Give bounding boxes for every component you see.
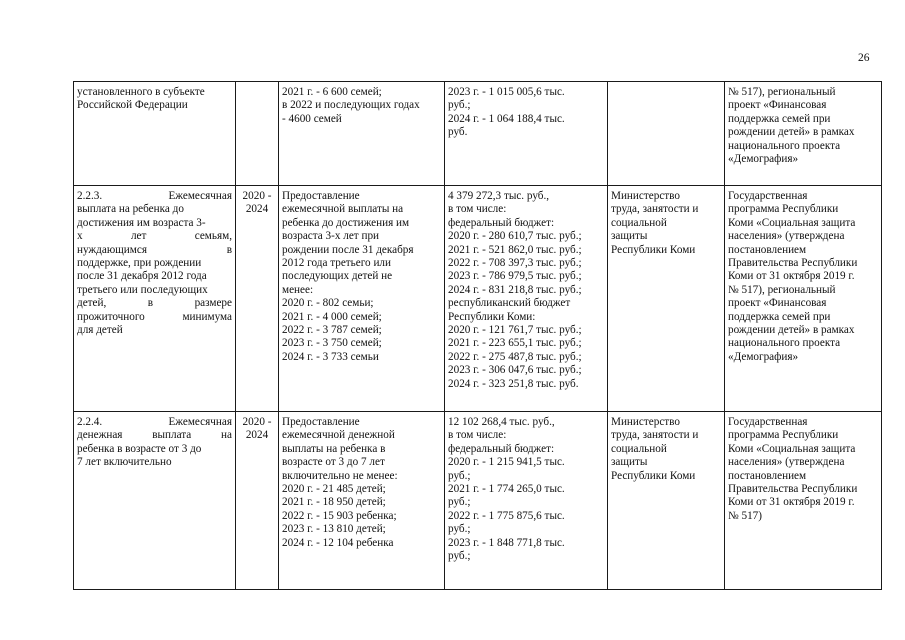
text-line: - 4600 семей — [282, 112, 342, 125]
text-line: национального проекта — [728, 139, 841, 152]
period-cell — [236, 412, 279, 590]
text-line: 2023 г. - 786 979,5 тыс. руб.; — [448, 270, 582, 283]
text-line: 2021 г. - 223 655,1 тыс. руб.; — [448, 337, 582, 350]
text-line: Министерство — [611, 416, 680, 428]
text-line: федеральный бюджет: — [448, 442, 555, 455]
table-row — [74, 82, 882, 186]
text-line: руб.; — [448, 496, 471, 509]
text-line: нуждающимся в — [77, 243, 232, 256]
text-line: 2020 - — [242, 416, 272, 428]
measure-name-cell — [74, 412, 236, 590]
text-line: «Демография» — [728, 153, 799, 166]
text-line: 2022 г. - 1 775 875,6 тыс. — [448, 509, 565, 522]
text-line: социальной — [611, 442, 667, 455]
description-cell — [279, 412, 445, 590]
text-line: руб.; — [448, 469, 471, 482]
text-line: социальной — [611, 216, 667, 229]
text-line: 2020 г. - 21 485 детей; — [282, 483, 386, 496]
text-line: федеральный бюджет: — [448, 216, 555, 229]
text-line: Правительства Республики — [728, 483, 858, 496]
executor-cell — [608, 186, 725, 412]
text-line: населения» (утверждена — [728, 456, 845, 469]
text-line: Предоставление — [282, 416, 360, 428]
text-line: 2012 года третьего или — [282, 257, 392, 270]
text-line: для детей — [77, 324, 123, 337]
text-line: возраста 3-х лет при — [282, 230, 380, 243]
executor-cell — [608, 412, 725, 590]
measure-name-cell — [74, 82, 236, 186]
text-line: республиканский бюджет — [448, 297, 571, 310]
text-line: 2022 г. - 708 397,3 тыс. руб.; — [448, 257, 582, 270]
text-line: Министерство — [611, 190, 680, 202]
text-line: Коми «Социальная защита — [728, 442, 856, 455]
text-line: поддержка семей при — [728, 112, 831, 125]
text-line: 2023 г. - 306 047,6 тыс. руб.; — [448, 364, 582, 377]
funding-cell — [445, 82, 608, 186]
text-line: Республики Коми: — [448, 310, 536, 323]
executor-cell — [608, 82, 725, 186]
text-line: 2024 г. - 1 064 188,4 тыс. — [448, 112, 565, 125]
text-line: 2024 г. - 323 251,8 тыс. руб. — [448, 377, 579, 390]
text-line: в 2022 и последующих годах — [282, 99, 420, 112]
text-line: труда, занятости и — [611, 429, 699, 442]
basis-cell — [725, 82, 882, 186]
text-line: № 517), региональный — [728, 86, 836, 98]
text-line: 2020 г. - 802 семьи; — [282, 297, 374, 310]
text-line: включительно не менее: — [282, 469, 398, 482]
text-line: руб.; — [448, 523, 471, 536]
text-line: 2024 — [245, 203, 269, 216]
text-line: постановлением — [728, 243, 807, 256]
text-line: 2020 - — [242, 190, 272, 202]
text-line: 12 102 268,4 тыс. руб., — [448, 416, 555, 428]
text-line: 2020 г. - 121 761,7 тыс. руб.; — [448, 324, 582, 337]
period-cell — [236, 186, 279, 412]
table-row — [74, 412, 882, 590]
text-line: 2022 г. - 275 487,8 тыс. руб.; — [448, 350, 582, 363]
text-line: третьего или последующих — [77, 283, 208, 296]
text-line: населения» (утверждена — [728, 230, 845, 243]
text-line: 2022 г. - 15 903 ребенка; — [282, 509, 397, 522]
text-line: Коми от 31 октября 2019 г. — [728, 270, 855, 283]
text-line: рождении детей» в рамках — [728, 324, 855, 337]
period-cell — [236, 82, 279, 186]
text-line: руб. — [448, 126, 468, 139]
text-line: Республики Коми — [611, 469, 696, 482]
text-line: ежемесячной денежной — [282, 429, 395, 442]
text-line: 2021 г. - 4 000 семей; — [282, 310, 382, 323]
text-line: установленного в субъекте — [77, 86, 205, 98]
text-line: защиты — [611, 456, 648, 469]
page-number: 26 — [858, 52, 870, 64]
text-line: поддержке, при рождении — [77, 257, 202, 270]
text-line: Предоставление — [282, 190, 360, 202]
text-line: рождении после 31 декабря — [282, 243, 414, 256]
measure-name-cell — [74, 186, 236, 412]
text-line: защиты — [611, 230, 648, 243]
text-line: достижения им возраста 3- — [77, 216, 206, 229]
text-line: Правительства Республики — [728, 257, 858, 270]
description-cell — [279, 186, 445, 412]
text-line: 2023 г. - 3 750 семей; — [282, 337, 382, 350]
text-line: 2024 г. - 3 733 семьи — [282, 350, 379, 363]
basis-cell — [725, 412, 882, 590]
text-line: в том числе: — [448, 429, 507, 442]
text-line: программа Республики — [728, 429, 839, 442]
text-line: 4 379 272,3 тыс. руб., — [448, 190, 550, 202]
program-measures-table — [73, 81, 882, 590]
text-line: выплата на ребенка до — [77, 203, 184, 216]
text-line: постановлением — [728, 469, 807, 482]
text-line: руб.; — [448, 550, 471, 563]
basis-cell — [725, 186, 882, 412]
text-line: ежемесячной выплаты на — [282, 203, 404, 216]
text-line: менее: — [282, 283, 314, 296]
text-line: 2021 г. - 18 950 детей; — [282, 496, 386, 509]
text-line: 2023 г. - 13 810 детей; — [282, 523, 386, 536]
text-line: 2021 г. - 6 600 семей; — [282, 86, 382, 98]
text-line: 2021 г. - 521 862,0 тыс. руб.; — [448, 243, 582, 256]
text-line: 2024 г. - 12 104 ребенка — [282, 536, 394, 549]
text-line: 2023 г. - 1 848 771,8 тыс. — [448, 536, 565, 549]
text-line: Коми от 31 октября 2019 г. — [728, 496, 855, 509]
text-line: 2021 г. - 1 774 265,0 тыс. — [448, 483, 565, 496]
text-line: 2020 г. - 1 215 941,5 тыс. — [448, 456, 565, 469]
text-line: Республики Коми — [611, 243, 696, 256]
funding-cell — [445, 186, 608, 412]
text-line: последующих детей не — [282, 270, 393, 283]
description-cell — [279, 82, 445, 186]
text-line: 2.2.4. Ежемесячная — [77, 416, 232, 428]
text-line: 7 лет включительно — [77, 456, 172, 469]
text-line: 2024 г. - 831 218,8 тыс. руб.; — [448, 283, 582, 296]
text-line: проект «Финансовая — [728, 99, 827, 112]
text-line: ребенка в возрасте от 3 до — [77, 442, 202, 455]
funding-cell — [445, 412, 608, 590]
text-line: национального проекта — [728, 337, 841, 350]
text-line: возрасте от 3 до 7 лет — [282, 456, 385, 469]
text-line: рождении детей» в рамках — [728, 126, 855, 139]
text-line: поддержка семей при — [728, 310, 831, 323]
text-line: 2024 — [245, 429, 269, 442]
text-line: Коми «Социальная защита — [728, 216, 856, 229]
text-line: 2022 г. - 3 787 семей; — [282, 324, 382, 337]
text-line: в том числе: — [448, 203, 507, 216]
text-line: «Демография» — [728, 350, 799, 363]
text-line: Российской Федерации — [77, 99, 188, 112]
table-row — [74, 186, 882, 412]
text-line: денежная выплата на — [77, 429, 232, 442]
text-line: прожиточного минимума — [77, 310, 232, 323]
text-line: проект «Финансовая — [728, 297, 827, 310]
text-line: после 31 декабря 2012 года — [77, 270, 207, 283]
text-line: 2023 г. - 1 015 005,6 тыс. — [448, 86, 565, 98]
text-line: программа Республики — [728, 203, 839, 216]
text-line: х лет семьям, — [77, 230, 232, 243]
text-line: детей, в размере — [77, 297, 232, 310]
text-line: № 517), региональный — [728, 283, 836, 296]
text-line: труда, занятости и — [611, 203, 699, 216]
text-line: 2.2.3. Ежемесячная — [77, 190, 232, 202]
text-line: 2020 г. - 280 610,7 тыс. руб.; — [448, 230, 582, 243]
text-line: ребенка до достижения им — [282, 216, 410, 229]
text-line: Государственная — [728, 416, 808, 428]
text-line: руб.; — [448, 99, 471, 112]
text-line: выплаты на ребенка в — [282, 442, 386, 455]
text-line: № 517) — [728, 509, 762, 522]
text-line: Государственная — [728, 190, 808, 202]
